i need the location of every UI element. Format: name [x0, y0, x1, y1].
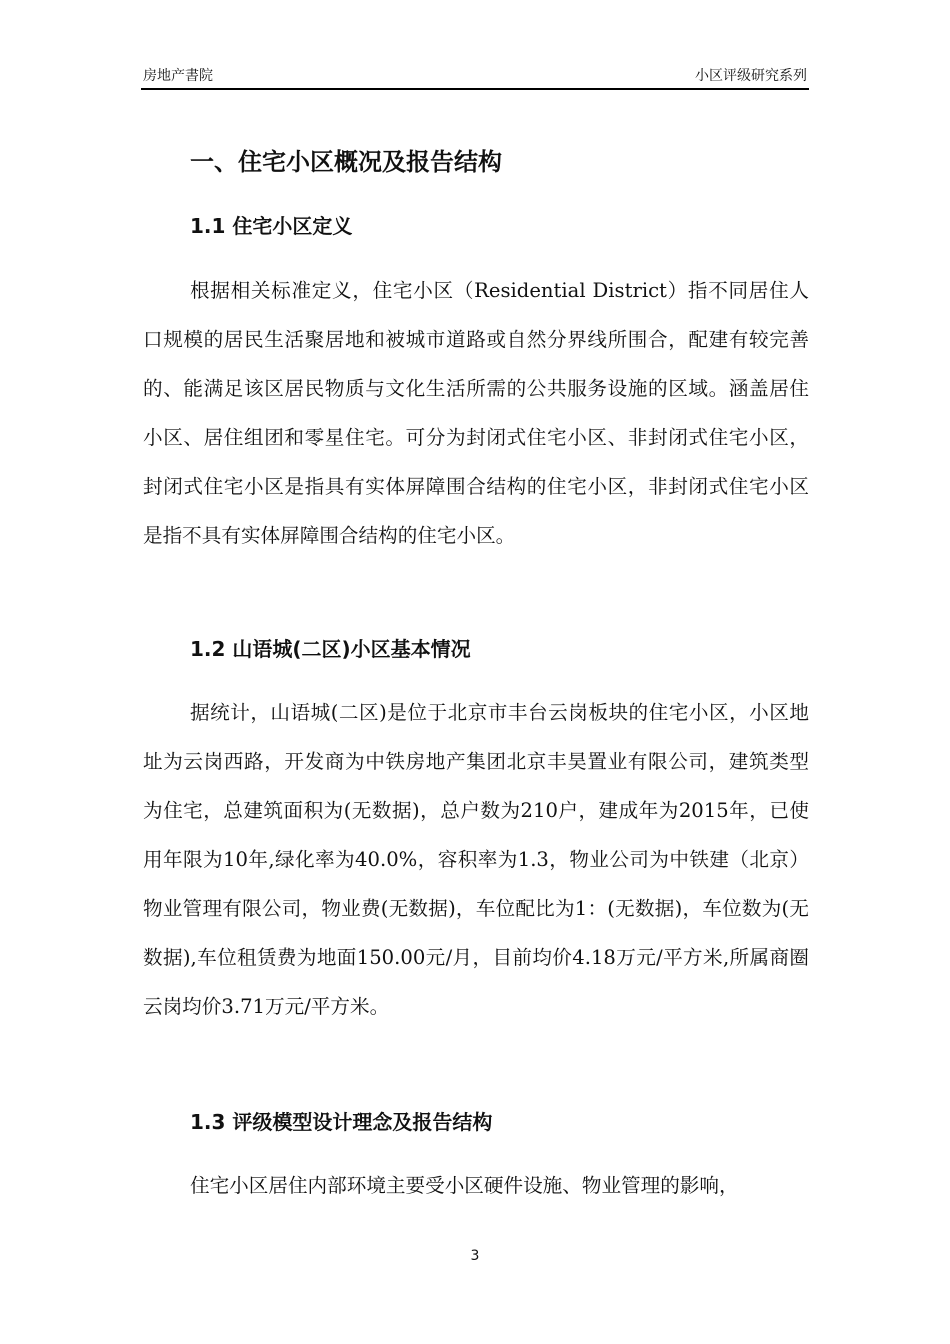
section-heading-1-2: 1.2 山语城(二区)小区基本情况 — [190, 637, 471, 661]
section-body-1-3: 住宅小区居住内部环境主要受小区硬件设施、物业管理的影响， — [190, 1174, 739, 1197]
header-publisher: 房地产書院 — [143, 68, 213, 84]
header-divider — [141, 88, 809, 90]
chapter-title: 一、住宅小区概况及报告结构 — [190, 148, 502, 176]
header-series-title: 小区评级研究系列 — [695, 68, 807, 84]
page-number: 3 — [470, 1248, 480, 1264]
section-body-1-2: 据统计，山语城(二区)是位于北京市丰台云岗板块的住宅小区，小区地址为云岗西路，开发商为中铁房地产集团北京丰昊置业有限公司，建筑类型为住宅，总建筑面积为(无数据)，总户数为210户，建成年为2015年，已使用年限为10年,绿化率为40.0%，容积率为1.3，物业公司为中铁建（北京）物业管理有限公司，物业费(无数据)，车位配比为1：(无数据)，车位数为(无数据),车位租赁费为地面150.00元/月，目前均价4.18万元/平方米,所属商圈云岗均价3.71万元/平方米。 — [143, 701, 809, 1018]
section-heading-1-3: 1.3 评级模型设计理念及报告结构 — [190, 1110, 493, 1134]
section-heading-1-1: 1.1 住宅小区定义 — [190, 214, 353, 238]
section-body-1-1: 根据相关标准定义，住宅小区（Residential District）指不同居住人口规模的居民生活聚居地和被城市道路或自然分界线所围合，配建有较完善的、能满足该区居民物质与文化生活所需的公共服务设施的区域。涵盖居住小区、居住组团和零星住宅。可分为封闭式住宅小区、非封闭式住宅小区，封闭式住宅小区是指具有实体屏障围合结构的住宅小区，非封闭式住宅小区是指不具有实体屏障围合结构的住宅小区。 — [143, 279, 809, 547]
